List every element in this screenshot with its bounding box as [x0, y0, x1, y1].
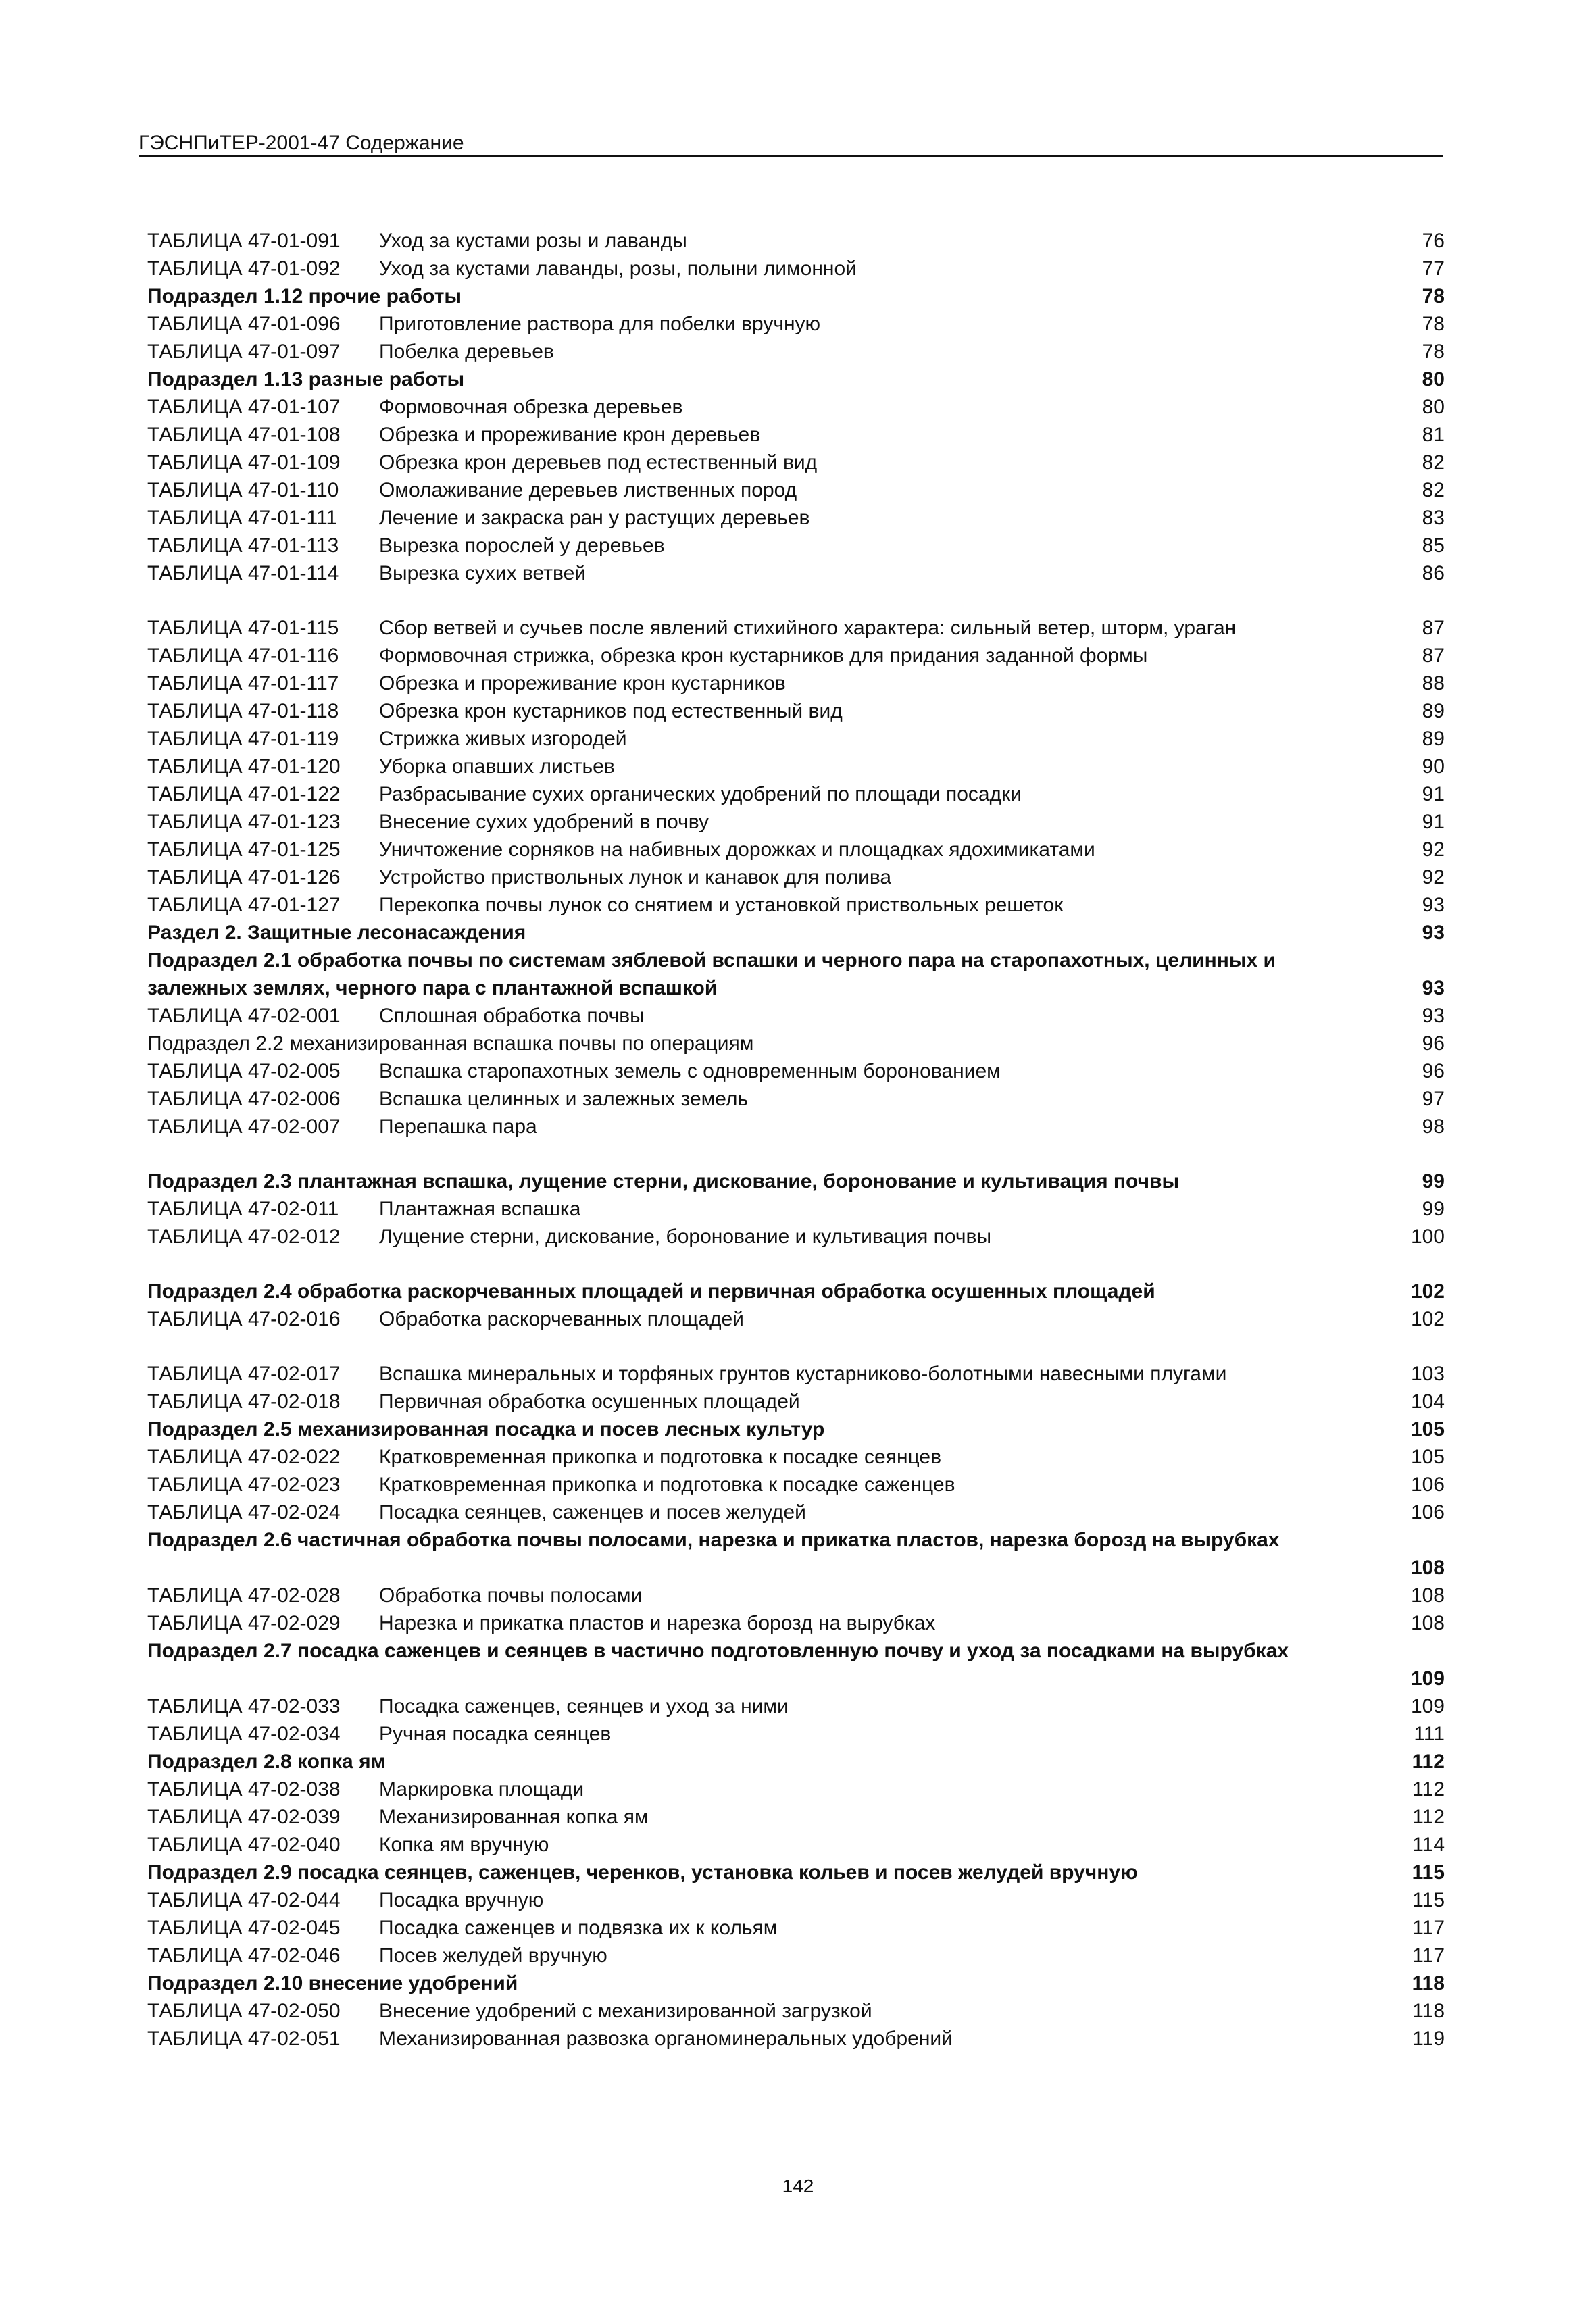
toc-entry-title: Первичная обработка осушенных площадей: [379, 1390, 800, 1413]
toc-entry-title: Уход за кустами розы и лаванды: [379, 230, 687, 252]
toc-entry-title: Маркировка площади: [379, 1778, 584, 1801]
header-rule: [139, 155, 1443, 157]
toc-page-number: 82: [1422, 479, 1445, 501]
toc-page-number: 86: [1422, 562, 1445, 584]
toc-table-entry: [147, 697, 1445, 725]
toc-entry-label: [147, 1969, 518, 1997]
toc-table-entry: [147, 1582, 1445, 1609]
toc-table-entry: [147, 780, 1445, 808]
toc-page-number: 83: [1422, 507, 1445, 529]
toc-entry-label: [147, 1030, 753, 1057]
toc-entry-label: [147, 393, 682, 421]
toc-table-code: ТАБЛИЦА 47-01-126: [147, 866, 341, 888]
toc-entry-label: [147, 255, 857, 282]
toc-entry-label: [147, 532, 665, 559]
toc-table-entry: [147, 1223, 1445, 1251]
toc-entry-title: Копка ям вручную: [379, 1834, 549, 1856]
toc-entry-label: [147, 1582, 642, 1609]
toc-page-number: 117: [1412, 1917, 1445, 1939]
toc-table-entry: [147, 559, 1445, 587]
toc-entry-label: [147, 1305, 744, 1333]
toc-entry-title: Кратковременная прикопка и подготовка к посадке сеянцев: [379, 1446, 942, 1468]
toc-table-code: ТАБЛИЦА 47-01-107: [147, 396, 341, 418]
toc-entry-title: Подраздел 2.7 посадка саженцев и сеянцев в частично подготовленную почву и уход за посадками на вырубках: [147, 1640, 1289, 1662]
toc-entry-title: Вырезка порослей у деревьев: [379, 534, 665, 557]
toc-table-code: ТАБЛИЦА 47-01-118: [147, 700, 339, 722]
toc-entry-title: Подраздел 1.13 разные работы: [147, 368, 465, 391]
toc-table-entry: [147, 1997, 1445, 2025]
toc-table-code: ТАБЛИЦА 47-02-018: [147, 1390, 341, 1413]
toc-table-entry: [147, 1388, 1445, 1415]
toc-entry-label: [147, 227, 687, 255]
toc-entry-label: [147, 1223, 991, 1251]
toc-section-entry: [147, 947, 1445, 1002]
toc-table-code: ТАБЛИЦА 47-02-006: [147, 1088, 341, 1110]
toc-table-code: ТАБЛИЦА 47-02-011: [147, 1198, 339, 1220]
toc-entry-title: Обрезка и прореживание крон деревьев: [379, 424, 761, 446]
toc-page-number: 80: [1422, 396, 1445, 418]
toc-page-number: 100: [1410, 1226, 1445, 1248]
toc-page-number: 96: [1422, 1032, 1445, 1055]
toc-entry-title: Формовочная обрезка деревьев: [379, 396, 683, 418]
toc-entry-label: [147, 1057, 1001, 1085]
toc-entry-label: [147, 1692, 789, 1720]
toc-table-entry: [147, 1471, 1445, 1499]
toc-table-code: ТАБЛИЦА 47-02-044: [147, 1889, 341, 1911]
toc-table-entry: [147, 1831, 1445, 1859]
toc-entry-label: [147, 1113, 537, 1140]
toc-page-number: 108: [1410, 1584, 1445, 1607]
toc-table-entry: [147, 808, 1445, 836]
toc-page-number: 115: [1412, 1861, 1445, 1884]
toc-page-number: 99: [1422, 1198, 1445, 1220]
toc-table-code: ТАБЛИЦА 47-02-051: [147, 2028, 341, 2050]
toc-entry-label: [147, 697, 843, 725]
toc-table-entry: [147, 393, 1445, 421]
toc-table-entry: [147, 1499, 1445, 1526]
toc-table-entry: [147, 1776, 1445, 1803]
toc-table-entry: [147, 1195, 1445, 1223]
toc-entry-title: Посев желудей вручную: [379, 1944, 607, 1967]
toc-page-number: 89: [1422, 700, 1445, 722]
toc-entry-title: Лечение и закраска ран у растущих деревьев: [379, 507, 810, 529]
toc-entry-label: [147, 282, 462, 310]
toc-section-entry: [147, 1415, 1445, 1443]
toc-table-code: ТАБЛИЦА 47-01-119: [147, 728, 339, 750]
toc-page-number: 93: [1422, 922, 1445, 944]
toc-table-code: ТАБЛИЦА 47-02-007: [147, 1115, 341, 1138]
toc-section-entry: [147, 366, 1445, 393]
toc-table-code: ТАБЛИЦА 47-02-039: [147, 1806, 341, 1828]
toc-entry-label: [147, 1167, 1179, 1195]
toc-entry-label: [147, 1914, 777, 1942]
toc-page-number: 87: [1422, 617, 1445, 639]
toc-entry-label: [147, 1997, 872, 2025]
toc-page-number: 88: [1422, 672, 1445, 695]
toc-table-code: ТАБЛИЦА 47-02-028: [147, 1584, 341, 1607]
toc-page-number: 115: [1412, 1889, 1445, 1911]
toc-entry-label: [147, 1803, 649, 1831]
toc-entry-title: Стрижка живых изгородей: [379, 728, 627, 750]
toc-table-code: ТАБЛИЦА 47-01-127: [147, 894, 341, 916]
toc-entry-title: Сбор ветвей и сучьев после явлений стихийного характера: сильный ветер, шторм, ураган: [379, 617, 1237, 639]
toc-entry-title: Механизированная развозка органоминеральных удобрений: [379, 2028, 953, 2050]
toc-table-code: ТАБЛИЦА 47-01-122: [147, 783, 341, 805]
toc-entry-title: Механизированная копка ям: [379, 1806, 649, 1828]
toc-table-code: ТАБЛИЦА 47-02-038: [147, 1778, 341, 1801]
toc-section-entry: [147, 1278, 1445, 1305]
toc-table-code: ТАБЛИЦА 47-02-005: [147, 1060, 341, 1082]
toc-page-number: 93: [1422, 894, 1445, 916]
toc-entry-title: Обрезка крон деревьев под естественный вид: [379, 451, 818, 474]
toc-table-code: ТАБЛИЦА 47-02-022: [147, 1446, 341, 1468]
toc-entry-title: Омолаживание деревьев лиственных пород: [379, 479, 797, 501]
toc-entry-title: Подраздел 2.8 копка ям: [147, 1751, 386, 1773]
toc-page-number: 87: [1422, 645, 1445, 667]
toc-page-number: 119: [1412, 2028, 1445, 2050]
toc-entry-title: Устройство приствольных лунок и канавок для полива: [379, 866, 892, 888]
toc-entry-title: Подраздел 2.4 обработка раскорчеванных площадей и первичная обработка осушенных площадей: [147, 1280, 1155, 1303]
toc-entry-label: [147, 421, 760, 449]
toc-section-entry: [147, 919, 1445, 947]
toc-entry-label: [147, 2025, 953, 2053]
toc-page-number: 105: [1410, 1418, 1445, 1440]
toc-table-entry: [147, 2025, 1445, 2053]
toc-entry-title: Плантажная вспашка: [379, 1198, 581, 1220]
toc-entry-title: Раздел 2. Защитные лесонасаждения: [147, 922, 526, 944]
toc-entry-label: [147, 836, 1095, 863]
toc-table-code: ТАБЛИЦА 47-01-097: [147, 341, 341, 363]
toc-page-number: 91: [1422, 811, 1445, 833]
toc-page-number: 92: [1422, 838, 1445, 861]
toc-table-code: ТАБЛИЦА 47-01-113: [147, 534, 339, 557]
toc-table-code: ТАБЛИЦА 47-02-017: [147, 1363, 341, 1385]
toc-page-number: 81: [1422, 424, 1445, 446]
toc-table-entry: [147, 1886, 1445, 1914]
toc-table-entry: [147, 1443, 1445, 1471]
toc-page-number: 111: [1414, 1723, 1445, 1745]
toc-page-number: 90: [1422, 755, 1445, 778]
toc-table-code: ТАБЛИЦА 47-02-040: [147, 1834, 341, 1856]
toc-table-entry: [147, 255, 1445, 282]
toc-page-number: 82: [1422, 451, 1445, 474]
toc-table-entry: [147, 532, 1445, 559]
toc-table-code: ТАБЛИЦА 47-01-125: [147, 838, 341, 861]
toc-page-number: 91: [1422, 783, 1445, 805]
toc-entry-title: Подраздел 1.12 прочие работы: [147, 285, 462, 307]
toc-entry-title: Лущение стерни, дискование, боронование и культивация почвы: [379, 1226, 992, 1248]
document-header: ГЭСНПиТЕР-2001-47 Содержание: [139, 132, 464, 154]
toc-table-entry: [147, 614, 1445, 642]
toc-page-number: 109: [1410, 1667, 1445, 1690]
toc-entry-title: Посадка саженцев и подвязка их к кольям: [379, 1917, 778, 1939]
toc-section-entry: [147, 282, 1445, 310]
toc-entry-label: [147, 947, 1357, 1002]
toc-table-entry: [147, 1720, 1445, 1748]
toc-entry-title: Подраздел 2.2 механизированная вспашка почвы по операциям: [147, 1032, 754, 1055]
toc-entry-title: Формовочная стрижка, обрезка крон кустарников для придания заданной формы: [379, 645, 1148, 667]
toc-entry-title: Перепашка пара: [379, 1115, 537, 1138]
toc-table-code: ТАБЛИЦА 47-02-016: [147, 1308, 341, 1330]
toc-section-entry: [147, 1748, 1445, 1776]
toc-table-code: ТАБЛИЦА 47-01-092: [147, 257, 341, 280]
toc-entry-label: [147, 863, 891, 891]
toc-entry-label: [147, 1415, 824, 1443]
toc-entry-label: [147, 1776, 584, 1803]
toc-table-entry: [147, 338, 1445, 366]
toc-entry-title: Внесение удобрений с механизированной загрузкой: [379, 2000, 872, 2022]
toc-entry-title: Обрезка крон кустарников под естественный вид: [379, 700, 843, 722]
toc-table-code: ТАБЛИЦА 47-01-123: [147, 811, 341, 833]
toc-table-entry: [147, 1914, 1445, 1942]
toc-entry-title: Подраздел 2.10 внесение удобрений: [147, 1972, 518, 1994]
toc-entry-title: Вспашка целинных и залежных земель: [379, 1088, 749, 1110]
toc-table-entry: [147, 836, 1445, 863]
toc-entry-label: [147, 1085, 748, 1113]
toc-table-code: ТАБЛИЦА 47-01-115: [147, 617, 339, 639]
toc-section-entry: [147, 1526, 1445, 1582]
toc-section-entry: [147, 1859, 1445, 1886]
toc-page-number: 89: [1422, 728, 1445, 750]
toc-entry-label: [147, 310, 820, 338]
toc-table-code: ТАБЛИЦА 47-01-096: [147, 313, 341, 335]
toc-entry-label: [147, 670, 786, 697]
toc-table-entry: [147, 725, 1445, 753]
toc-page-number: 118: [1412, 2000, 1445, 2022]
toc-table-entry: [147, 1057, 1445, 1085]
toc-table-entry: [147, 642, 1445, 670]
toc-page-number: 118: [1412, 1972, 1445, 1994]
toc-table-entry: [147, 449, 1445, 476]
toc-entry-label: [147, 1278, 1155, 1305]
table-of-contents: [147, 227, 1445, 2053]
toc-page-number: 105: [1410, 1446, 1445, 1468]
toc-entry-title: Подраздел 2.5 механизированная посадка и посев лесных культур: [147, 1418, 825, 1440]
toc-table-code: ТАБЛИЦА 47-02-029: [147, 1612, 341, 1634]
toc-table-code: ТАБЛИЦА 47-02-034: [147, 1723, 341, 1745]
toc-entry-label: [147, 808, 709, 836]
toc-page-number: 106: [1410, 1474, 1445, 1496]
toc-entry-label: [147, 559, 586, 587]
toc-page-number: 93: [1422, 977, 1445, 999]
toc-table-entry: [147, 504, 1445, 532]
toc-table-code: ТАБЛИЦА 47-01-117: [147, 672, 339, 695]
toc-entry-title: Посадка саженцев, сеянцев и уход за ними: [379, 1695, 789, 1717]
toc-section-entry: [147, 1969, 1445, 1997]
toc-page-number: 92: [1422, 866, 1445, 888]
toc-entry-label: [147, 1388, 800, 1415]
toc-table-code: ТАБЛИЦА 47-02-023: [147, 1474, 341, 1496]
toc-table-code: ТАБЛИЦА 47-01-091: [147, 230, 341, 252]
toc-entry-label: [147, 449, 817, 476]
toc-entry-title: Подраздел 2.3 плантажная вспашка, лущение стерни, дискование, боронование и культивация почвы: [147, 1170, 1180, 1192]
toc-entry-label: [147, 780, 1022, 808]
toc-entry-label: [147, 1748, 386, 1776]
toc-entry-label: [147, 1360, 1226, 1388]
toc-page-number: 99: [1422, 1170, 1445, 1192]
toc-entry-label: [147, 1831, 549, 1859]
toc-table-code: ТАБЛИЦА 47-01-108: [147, 424, 341, 446]
toc-table-entry: [147, 310, 1445, 338]
toc-table-entry: [147, 863, 1445, 891]
toc-entry-title: Посадка вручную: [379, 1889, 544, 1911]
toc-entry-label: [147, 366, 464, 393]
toc-page-number: 112: [1412, 1806, 1445, 1828]
toc-table-entry: [147, 891, 1445, 919]
toc-entry-title: Уход за кустами лаванды, розы, полыни лимонной: [379, 257, 857, 280]
toc-page-number: 93: [1422, 1005, 1445, 1027]
toc-entry-label: [147, 1195, 580, 1223]
toc-entry-label: [147, 1443, 941, 1471]
toc-section-entry: [147, 1167, 1445, 1195]
toc-page-number: 102: [1410, 1280, 1445, 1303]
toc-table-code: ТАБЛИЦА 47-02-024: [147, 1501, 341, 1524]
toc-table-code: ТАБЛИЦА 47-02-045: [147, 1917, 341, 1939]
toc-page-number: 108: [1410, 1612, 1445, 1634]
toc-entry-label: [147, 642, 1147, 670]
toc-entry-title: Обработка почвы полосами: [379, 1584, 643, 1607]
toc-page-number: 98: [1422, 1115, 1445, 1138]
toc-page-number: 85: [1422, 534, 1445, 557]
toc-table-entry: [147, 753, 1445, 780]
toc-entry-label: [147, 504, 809, 532]
toc-entry-label: [147, 1637, 1357, 1665]
toc-entry-label: [147, 1471, 955, 1499]
toc-page-number: 112: [1412, 1751, 1445, 1773]
toc-page-number: 102: [1410, 1308, 1445, 1330]
toc-entry-title: Приготовление раствора для побелки вручную: [379, 313, 821, 335]
toc-entry-label: [147, 614, 1236, 642]
toc-entry-label: [147, 338, 554, 366]
toc-entry-label: [147, 1886, 543, 1914]
toc-entry-label: [147, 1002, 645, 1030]
toc-table-code: ТАБЛИЦА 47-02-012: [147, 1226, 341, 1248]
toc-table-entry: [147, 421, 1445, 449]
toc-table-entry: [147, 1692, 1445, 1720]
toc-entry-title: Кратковременная прикопка и подготовка к посадке саженцев: [379, 1474, 955, 1496]
toc-table-entry: [147, 1002, 1445, 1030]
toc-entry-title: Сплошная обработка почвы: [379, 1005, 645, 1027]
toc-table-code: ТАБЛИЦА 47-01-110: [147, 479, 339, 501]
toc-entry-title: Уничтожение сорняков на набивных дорожках и площадках ядохимикатами: [379, 838, 1095, 861]
toc-page-number: 117: [1412, 1944, 1445, 1967]
toc-table-code: ТАБЛИЦА 47-02-050: [147, 2000, 341, 2022]
toc-entry-title: Побелка деревьев: [379, 341, 554, 363]
toc-entry-title: Внесение сухих удобрений в почву: [379, 811, 709, 833]
toc-table-entry: [147, 1942, 1445, 1969]
toc-page-number: 114: [1412, 1834, 1445, 1856]
toc-entry-label: [147, 753, 615, 780]
toc-page-number: 96: [1422, 1060, 1445, 1082]
toc-section-entry: [147, 1637, 1445, 1692]
toc-entry-label: [147, 891, 1063, 919]
toc-page-number: 106: [1410, 1501, 1445, 1524]
toc-entry-title: Уборка опавших листьев: [379, 755, 615, 778]
toc-page-number: 78: [1422, 313, 1445, 335]
toc-table-code: ТАБЛИЦА 47-01-120: [147, 755, 341, 778]
toc-entry-label: [147, 1526, 1357, 1554]
toc-table-entry: [147, 1609, 1445, 1637]
toc-table-code: ТАБЛИЦА 47-01-114: [147, 562, 339, 584]
toc-entry-title: Вспашка минеральных и торфяных грунтов кустарниково-болотными навесными плугами: [379, 1363, 1227, 1385]
toc-entry-label: [147, 919, 526, 947]
toc-entry-title: Подраздел 2.9 посадка сеянцев, саженцев, черенков, установка кольев и посев желудей вручную: [147, 1861, 1138, 1884]
toc-entry-title: Нарезка и прикатка пластов и нарезка борозд на вырубках: [379, 1612, 936, 1634]
toc-section-entry: [147, 1030, 1445, 1057]
toc-page-number: 109: [1410, 1695, 1445, 1717]
toc-page-number: 77: [1422, 257, 1445, 280]
toc-entry-label: [147, 1942, 607, 1969]
toc-table-code: ТАБЛИЦА 47-01-109: [147, 451, 341, 474]
toc-table-entry: [147, 1305, 1445, 1333]
toc-page-number: 103: [1410, 1363, 1445, 1385]
toc-table-code: ТАБЛИЦА 47-01-116: [147, 645, 339, 667]
toc-entry-title: Разбрасывание сухих органических удобрений по площади посадки: [379, 783, 1022, 805]
page-number: 142: [782, 2175, 814, 2196]
toc-table-entry: [147, 670, 1445, 697]
toc-page-number: 80: [1422, 368, 1445, 391]
toc-page-number: 97: [1422, 1088, 1445, 1110]
toc-table-code: ТАБЛИЦА 47-02-001: [147, 1005, 341, 1027]
toc-page-number: 78: [1422, 341, 1445, 363]
toc-entry-title: Подраздел 2.6 частичная обработка почвы полосами, нарезка и прикатка пластов, нарезка борозд на вырубках: [147, 1529, 1280, 1551]
toc-entry-label: [147, 1859, 1138, 1886]
toc-page-number: 104: [1410, 1390, 1445, 1413]
toc-entry-label: [147, 725, 627, 753]
toc-table-code: ТАБЛИЦА 47-02-046: [147, 1944, 341, 1967]
toc-entry-title: Вырезка сухих ветвей: [379, 562, 587, 584]
toc-entry-title: Обработка раскорчеванных площадей: [379, 1308, 744, 1330]
toc-entry-label: [147, 1609, 935, 1637]
toc-table-entry: [147, 227, 1445, 255]
toc-table-code: ТАБЛИЦА 47-02-033: [147, 1695, 341, 1717]
toc-table-entry: [147, 1113, 1445, 1140]
toc-entry-title: Подраздел 2.1 обработка почвы по системам зяблевой вспашки и черного пара на старопахотных, целинных и залежных землях, черного пара с плантажной вспашкой: [147, 949, 1276, 999]
toc-table-entry: [147, 1360, 1445, 1388]
toc-page-number: 112: [1412, 1778, 1445, 1801]
toc-entry-title: Ручная посадка сеянцев: [379, 1723, 612, 1745]
toc-page-number: 108: [1410, 1557, 1445, 1579]
toc-entry-label: [147, 1720, 611, 1748]
toc-table-entry: [147, 1803, 1445, 1831]
toc-page-number: 78: [1422, 285, 1445, 307]
toc-entry-title: Посадка сеянцев, саженцев и посев желудей: [379, 1501, 806, 1524]
toc-page-number: 76: [1422, 230, 1445, 252]
toc-table-entry: [147, 1085, 1445, 1113]
toc-table-entry: [147, 476, 1445, 504]
toc-entry-title: Вспашка старопахотных земель с одновременным боронованием: [379, 1060, 1001, 1082]
toc-entry-title: Обрезка и прореживание крон кустарников: [379, 672, 786, 695]
toc-entry-label: [147, 1499, 806, 1526]
toc-table-code: ТАБЛИЦА 47-01-111: [147, 507, 338, 529]
toc-entry-label: [147, 476, 797, 504]
toc-entry-title: Перекопка почвы лунок со снятием и установкой приствольных решеток: [379, 894, 1064, 916]
